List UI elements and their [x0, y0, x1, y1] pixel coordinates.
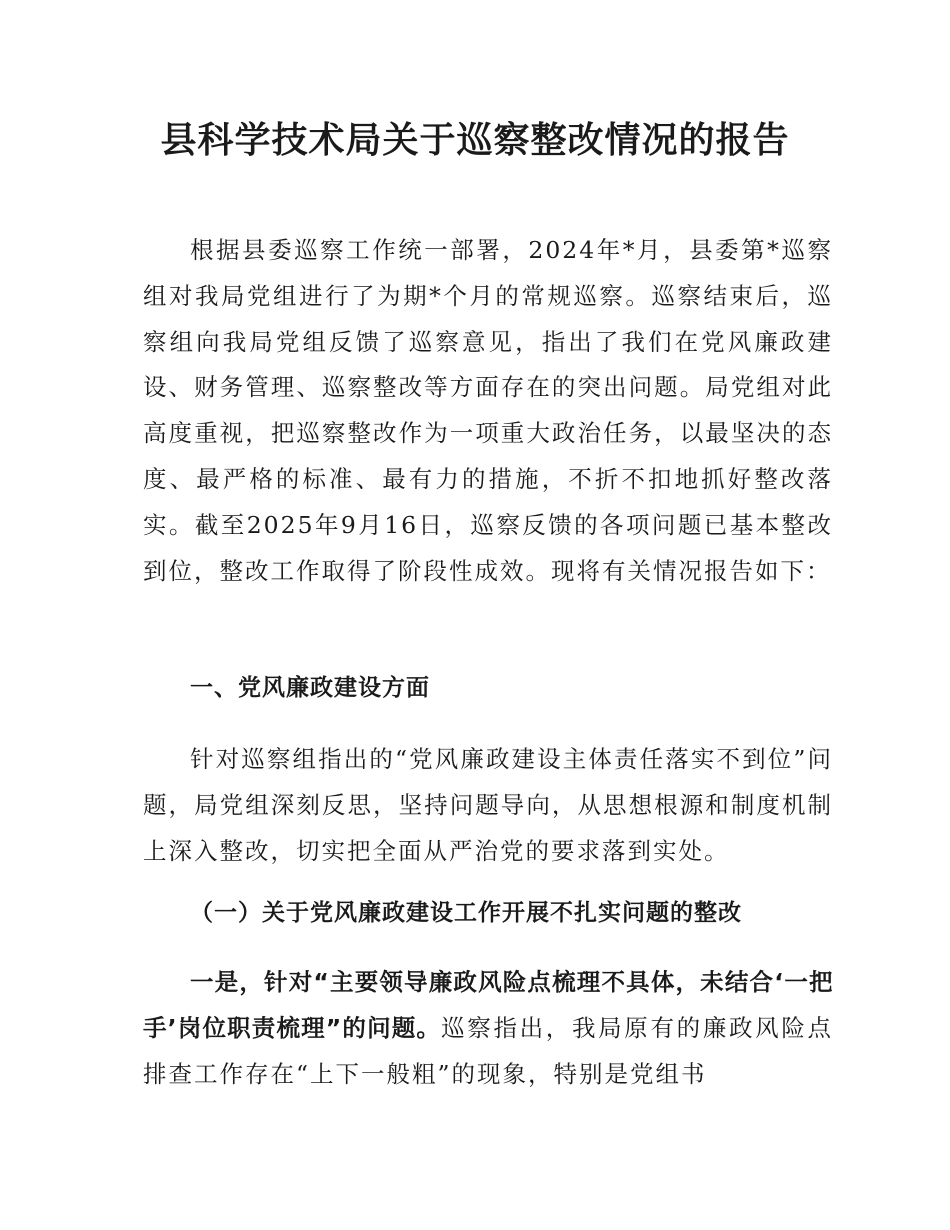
item-1-text: 巡察指出，我局原有的廉政风险点排查工作存在“上下一般粗”的现象，特别是党组书 — [143, 1013, 834, 1088]
item-1-paragraph — [143, 960, 833, 1097]
subsection-heading-1: （一）关于党风廉政建设工作开展不扎实问题的整改 — [190, 900, 742, 926]
item-1-lead: 一是，针对“主要领导廉政风险点梳理不具体，未结合‘一把手’岗位职责梳理”的问题。 — [143, 968, 833, 1042]
section-heading-1: 一、党风廉政建设方面 — [190, 675, 430, 701]
section-1-paragraph: 针对巡察组指出的“党风廉政建设主体责任落实不到位”问题，局党组深刻反思，坚持问题导向，从思想根源和制度机制上深入整改，切实把全面从严治党的要求落到实处。 — [143, 745, 833, 865]
document-title: 县科学技术局关于巡察整改情况的报告 — [160, 119, 790, 161]
intro-paragraph: 根据县委巡察工作统一部署，2024年*月，县委第*巡察组对我局党组进行了为期*个月的常规巡察。巡察结束后，巡察组向我局党组反馈了巡察意见，指出了我们在党风廉政建设、财务管理、巡察整改等方面存在的突出问题。局党组对此高度重视，把巡察整改作为一项重大政治任务，以最坚决的态度、最严格的标准、最有力的措施，不折不扣地抓好整改落实。截至2025年9月16日，巡察反馈的各项问题已基本整改到位，整改工作取得了阶段性成效。现将有关情况报告如下： — [143, 236, 833, 585]
